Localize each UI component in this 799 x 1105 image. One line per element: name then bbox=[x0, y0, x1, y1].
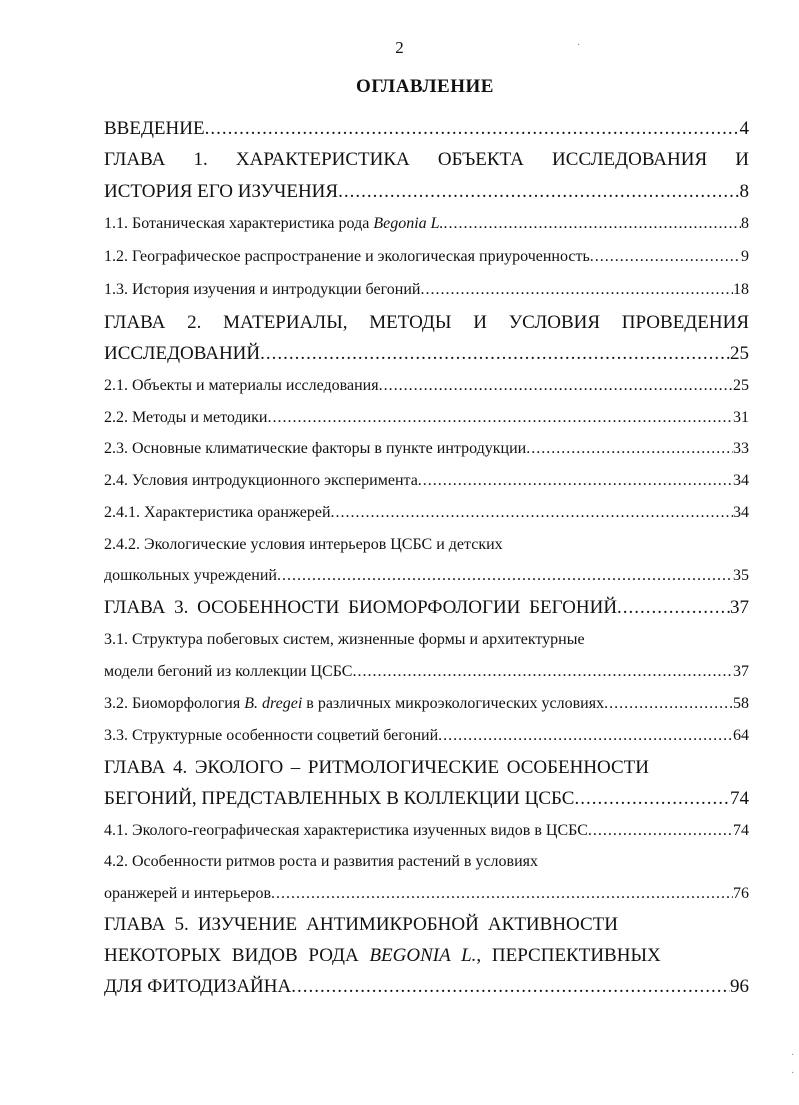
scan-mark: · bbox=[791, 1050, 795, 1061]
toc-page-number: 34 bbox=[733, 472, 749, 489]
leader-dots bbox=[338, 181, 739, 203]
toc-entry-3-1-cont[interactable] bbox=[104, 663, 749, 681]
toc-entry-text: 2.4.1. Характеристика оранжерей bbox=[104, 504, 331, 521]
toc-page-number: 37 bbox=[730, 597, 749, 618]
toc-page-number: 64 bbox=[733, 727, 749, 744]
toc-page-number: 8 bbox=[741, 215, 749, 232]
toc-entry-text: ДЛЯ ФИТОДИЗАЙНА bbox=[104, 976, 292, 997]
leader-dots bbox=[331, 504, 733, 522]
toc-entry-1-3[interactable] bbox=[104, 281, 749, 299]
toc-page-number: 74 bbox=[733, 822, 749, 839]
toc-entry-text: оранжерей и интерьеров bbox=[104, 885, 272, 902]
leader-dots bbox=[267, 409, 733, 427]
toc-entry-text: 2.2. Методы и методики bbox=[104, 409, 268, 426]
toc-page-number: 33 bbox=[733, 440, 749, 457]
toc-entry-2-4-1[interactable] bbox=[104, 504, 749, 522]
toc-entry-text: ГЛАВА 2. МАТЕРИАЛЫ, МЕТОДЫ И УСЛОВИЯ ПРОВЕДЕНИЯ bbox=[104, 312, 749, 333]
toc-entry-text: 2.4.2. Экологические условия интерьеров ЦСБС и детских bbox=[104, 536, 503, 553]
toc-page-number: 25 bbox=[730, 343, 749, 364]
leader-dots bbox=[420, 281, 733, 299]
toc-page-number: 34 bbox=[733, 504, 749, 521]
toc-entry-chapter-2[interactable] bbox=[104, 312, 749, 334]
toc-entry-text: 2.1. Объекты и материалы исследования bbox=[104, 377, 379, 394]
page-number: 2 bbox=[395, 38, 404, 57]
leader-dots bbox=[352, 663, 733, 681]
toc-page-number: 8 bbox=[739, 181, 749, 202]
toc-entry-text: дошкольных учреждений bbox=[104, 567, 277, 584]
toc-entry-text: 3.1. Структура побеговых систем, жизненные формы и архитектурные bbox=[104, 631, 585, 648]
toc-entry-text: 3.2. Биоморфология B. dregei в различных микроэкологических условиях bbox=[104, 695, 605, 712]
toc-entry-2-3[interactable] bbox=[104, 440, 749, 458]
leader-dots bbox=[588, 822, 733, 840]
toc-page-number: 76 bbox=[733, 885, 749, 902]
leader-dots bbox=[590, 248, 741, 266]
leader-dots bbox=[438, 727, 733, 745]
toc-entry-chapter-4-cont[interactable] bbox=[104, 788, 749, 810]
toc-entry-chapter-2-cont[interactable] bbox=[104, 343, 749, 365]
toc-entry-text: 1.1. Ботаническая характеристика рода Begonia L. bbox=[104, 215, 444, 232]
toc-entry-text: ИССЛЕДОВАНИЙ bbox=[104, 343, 261, 364]
leader-dots bbox=[260, 343, 730, 365]
toc-entry-3-1[interactable] bbox=[104, 631, 749, 649]
page-title: ОГЛАВЛЕНИЕ bbox=[356, 76, 494, 97]
leader-dots bbox=[418, 472, 733, 490]
toc-entry-2-4-2-cont[interactable] bbox=[104, 567, 749, 585]
toc-entry-1-1[interactable] bbox=[104, 215, 749, 233]
toc-entry-text: ИСТОРИЯ ЕГО ИЗУЧЕНИЯ bbox=[104, 181, 339, 202]
toc-entry-text: ГЛАВА 4. ЭКОЛОГО – РИТМОЛОГИЧЕСКИЕ ОСОБЕННОСТИ bbox=[104, 757, 649, 778]
toc-entry-text: БЕГОНИЙ, ПРЕДСТАВЛЕННЫХ В КОЛЛЕКЦИИ ЦСБС bbox=[104, 788, 575, 809]
leader-dots bbox=[379, 377, 733, 395]
leader-dots bbox=[291, 976, 730, 998]
toc-entry-3-2[interactable] bbox=[104, 695, 749, 713]
toc-entry-chapter-3[interactable] bbox=[104, 597, 749, 619]
leader-dots bbox=[205, 118, 740, 140]
toc-page-number: 35 bbox=[733, 567, 749, 584]
toc-entry-text: 1.2. Географическое распространение и экологическая приуроченность bbox=[104, 248, 590, 265]
leader-dots bbox=[526, 440, 733, 458]
toc-page-number: 31 bbox=[733, 409, 749, 426]
leader-dots bbox=[617, 597, 730, 619]
toc-entry-2-2[interactable] bbox=[104, 409, 749, 427]
toc-entry-text: 1.3. История изучения и интродукции бегоний bbox=[104, 281, 421, 298]
toc-entry-4-2[interactable] bbox=[104, 853, 749, 871]
toc-entry-2-4-2[interactable] bbox=[104, 536, 749, 554]
toc-entry-chapter-1-cont[interactable] bbox=[104, 181, 749, 203]
toc-page-number: 25 bbox=[733, 377, 749, 394]
toc-entry-chapter-1[interactable] bbox=[104, 149, 749, 171]
toc-entry-text: модели бегоний из коллекции ЦСБС bbox=[104, 663, 353, 680]
toc-page-number: 4 bbox=[739, 118, 749, 139]
leader-dots bbox=[574, 788, 730, 810]
scan-mark: · bbox=[577, 40, 581, 51]
toc-entry-text: 2.4. Условия интродукционного эксперимента bbox=[104, 472, 418, 489]
toc-entry-text: ВВЕДЕНИЕ bbox=[104, 118, 205, 139]
toc-entry-text: 4.2. Особенности ритмов роста и развития растений в условиях bbox=[104, 853, 539, 870]
toc-entry-intro[interactable] bbox=[104, 118, 749, 140]
toc-entry-2-4[interactable] bbox=[104, 472, 749, 490]
toc-entry-4-2-cont[interactable] bbox=[104, 885, 749, 903]
toc-entry-1-2[interactable] bbox=[104, 248, 749, 266]
leader-dots bbox=[604, 695, 733, 713]
toc-entry-text: ГЛАВА 5. ИЗУЧЕНИЕ АНТИМИКРОБНОЙ АКТИВНОСТИ bbox=[104, 914, 618, 935]
toc-page-number: 96 bbox=[730, 976, 749, 997]
toc-page-number: 58 bbox=[733, 695, 749, 712]
toc-page-number: 37 bbox=[733, 663, 749, 680]
toc-page-number: 9 bbox=[741, 248, 749, 265]
toc-entry-2-1[interactable] bbox=[104, 377, 749, 395]
toc-entry-text: НЕКОТОРЫХ ВИДОВ РОДА BEGONIA L., ПЕРСПЕКТИВНЫХ bbox=[104, 945, 661, 966]
toc-entry-4-1[interactable] bbox=[104, 822, 749, 840]
toc-entry-text: 4.1. Эколого-географическая характеристика изученных видов в ЦСБС bbox=[104, 822, 588, 839]
leader-dots bbox=[271, 885, 733, 903]
leader-dots bbox=[444, 215, 741, 233]
toc-entry-3-3[interactable] bbox=[104, 727, 749, 745]
toc-entry-text: ГЛАВА 3. ОСОБЕННОСТИ БИОМОРФОЛОГИИ БЕГОНИЙ bbox=[104, 597, 618, 618]
scan-mark: · bbox=[791, 1068, 795, 1079]
toc-page-number: 74 bbox=[730, 788, 749, 809]
toc-page-number: 18 bbox=[733, 281, 749, 298]
leader-dots bbox=[277, 567, 733, 585]
toc-entry-text: 3.3. Структурные особенности соцветий бегоний bbox=[104, 727, 439, 744]
toc-entry-chapter-5-cont[interactable] bbox=[104, 945, 749, 967]
toc-entry-chapter-5[interactable] bbox=[104, 914, 749, 936]
toc-entry-chapter-4[interactable] bbox=[104, 757, 749, 779]
toc-entry-text: 2.3. Основные климатические факторы в пункте интродукции bbox=[104, 440, 527, 457]
toc-entry-text: ГЛАВА 1. ХАРАКТЕРИСТИКА ОБЪЕКТА ИССЛЕДОВАНИЯ И bbox=[104, 149, 749, 170]
toc-entry-chapter-5-end[interactable] bbox=[104, 976, 749, 998]
